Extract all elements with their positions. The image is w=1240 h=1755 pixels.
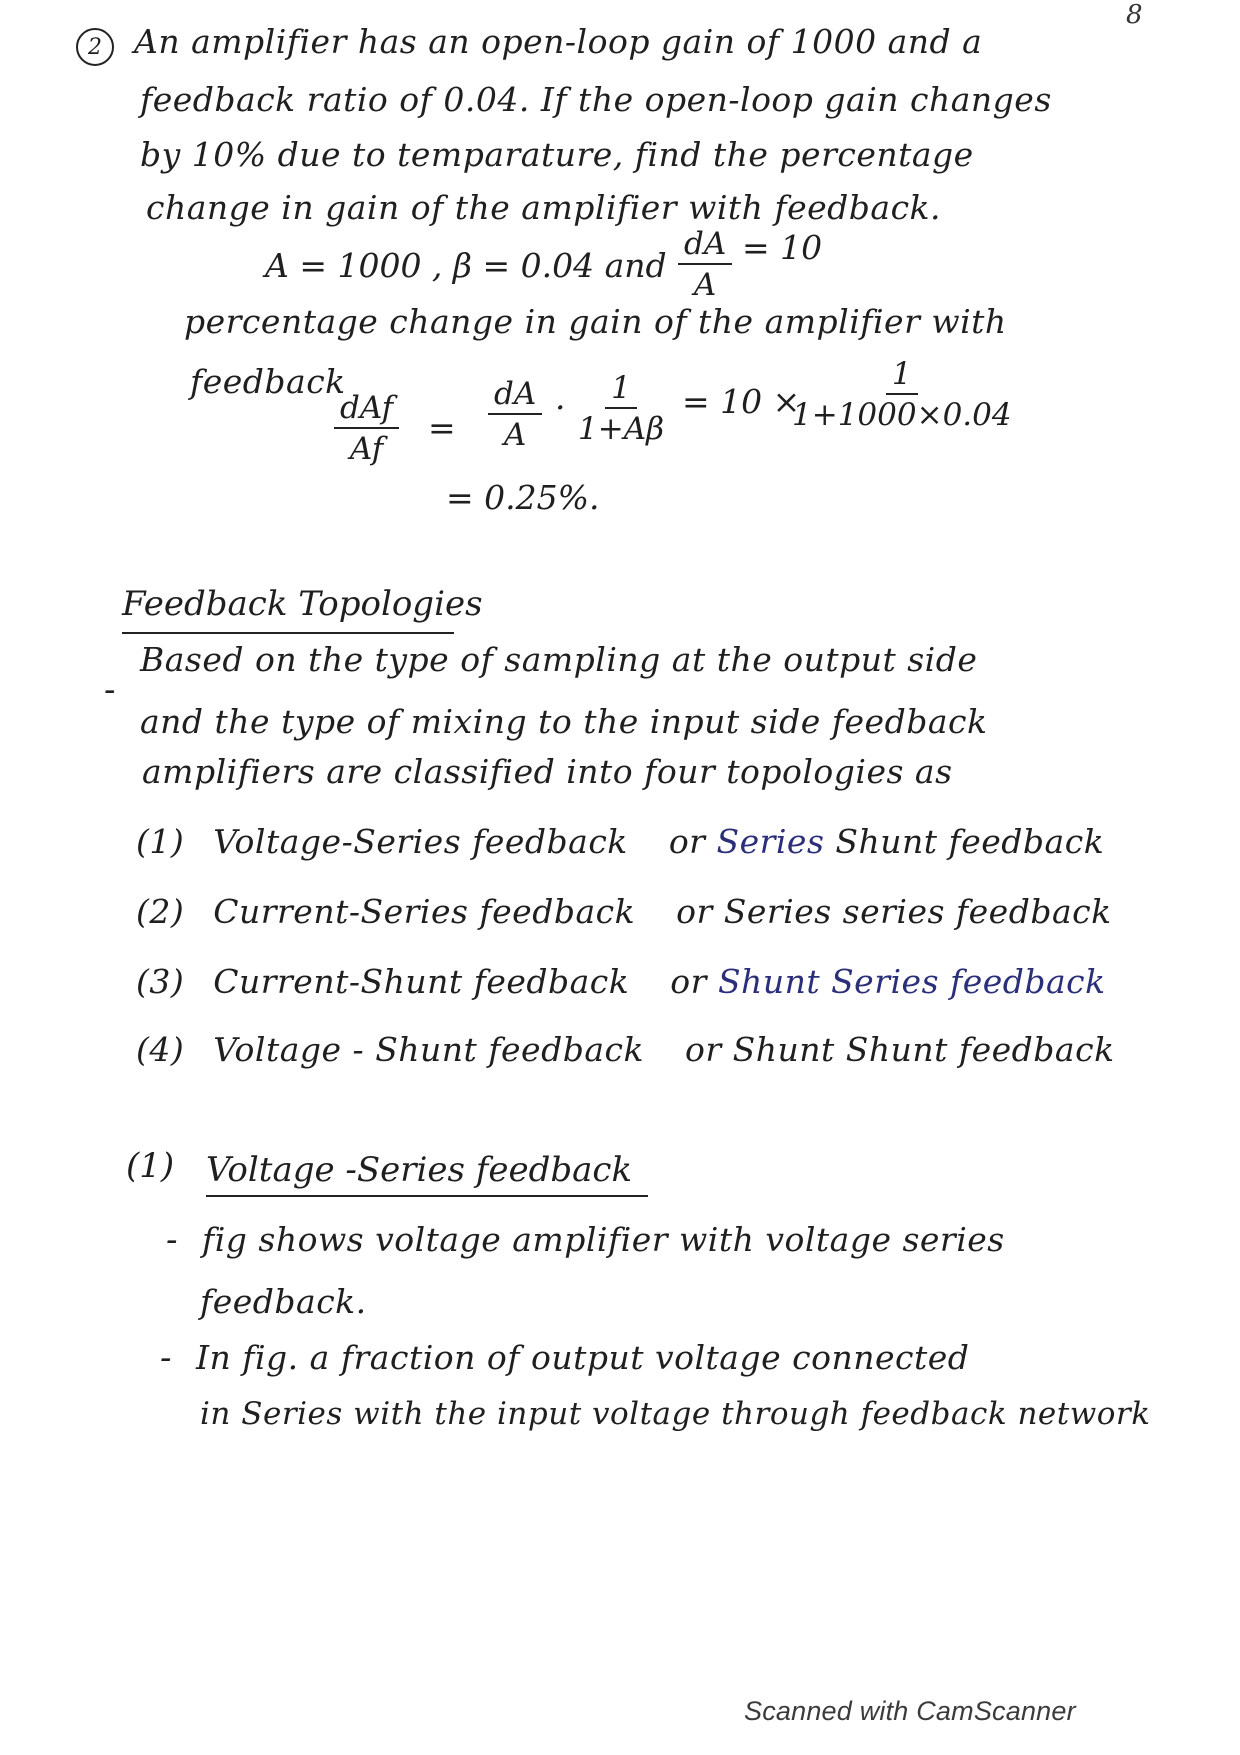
question-number: 2 <box>76 28 114 66</box>
scanner-watermark: Scanned with CamScanner <box>744 1696 1076 1726</box>
topology-item-2-name: Current-Series feedback <box>213 892 636 931</box>
given-value: = 10 <box>742 228 823 267</box>
topology-item-3-or: or <box>670 962 707 1001</box>
point-1-line-1: fig shows voltage amplifier with voltage series <box>202 1220 1005 1259</box>
formula-rhs3-numerator: 1 <box>886 358 918 395</box>
topologies-intro-line-2: and the type of mixing to the input side feedback <box>140 702 988 741</box>
formula-rhs3-denominator: 1+1000×0.04 <box>792 396 1012 433</box>
topologies-intro-line-3: amplifiers are classified into four topologies as <box>142 752 953 791</box>
formula-equals-1: = <box>428 408 456 447</box>
section-heading: Voltage -Series feedback <box>206 1150 633 1190</box>
topology-item-4-num: (4) <box>136 1030 185 1069</box>
point-2-line-2: in Series with the input voltage through feedback network <box>200 1396 1151 1432</box>
given-fraction <box>678 228 732 301</box>
topology-item-1 <box>136 822 1104 861</box>
topology-item-1-or: or <box>668 822 706 861</box>
topology-item-1-alt-colored: Series <box>716 822 825 861</box>
topology-item-2-num: (2) <box>136 892 185 931</box>
topologies-intro-line-1: Based on the type of sampling at the output side <box>140 640 978 679</box>
formula-rhs2-fraction <box>578 372 664 445</box>
topologies-bullet: - <box>104 670 116 710</box>
formula-rhs2-denominator: 1+Aβ <box>578 410 665 447</box>
topology-item-2-alt: Series series feedback <box>723 892 1112 931</box>
topology-item-1-num: (1) <box>136 822 185 861</box>
point-1-dash: - <box>166 1220 178 1260</box>
formula-lhs-denominator: Af <box>349 430 384 467</box>
topology-item-2-or: or <box>676 892 713 931</box>
formula-rhs1-fraction <box>488 378 542 451</box>
topology-item-4-or: or <box>685 1030 722 1069</box>
question-line-2: feedback ratio of 0.04. If the open-loop gain changes <box>140 80 1052 119</box>
section-number: (1) <box>126 1146 175 1186</box>
solution-text-line-2: feedback <box>190 362 346 401</box>
topology-item-1-alt: Shunt feedback <box>835 822 1105 861</box>
topology-item-3-num: (3) <box>136 962 185 1001</box>
topology-item-2 <box>136 892 1112 931</box>
section-heading-underline <box>206 1195 648 1197</box>
question-line-4: change in gain of the amplifier with feedback. <box>146 188 942 227</box>
question-line-1: An amplifier has an open-loop gain of 1000 and a <box>134 22 983 61</box>
formula-lhs-numerator: dAf <box>334 392 399 429</box>
topology-item-3-name: Current-Shunt feedback <box>213 962 630 1001</box>
topologies-heading-underline <box>122 632 454 634</box>
point-1-line-2: feedback. <box>200 1282 367 1321</box>
topology-item-1-name: Voltage-Series feedback <box>213 822 628 861</box>
point-2-dash: - <box>160 1338 172 1378</box>
topology-item-4-alt: Shunt Shunt feedback <box>732 1030 1115 1069</box>
topologies-heading: Feedback Topologies <box>122 584 483 624</box>
topology-item-4 <box>136 1030 1115 1069</box>
formula-rhs3-fraction <box>792 358 1012 431</box>
page-marker: 8 <box>1126 0 1143 30</box>
formula-rhs2-numerator: 1 <box>605 372 637 409</box>
given-values: A = 1000 , β = 0.04 and <box>265 246 667 285</box>
topology-item-3-alt: Shunt Series feedback <box>717 962 1106 1001</box>
question-line-3: by 10% due to temparature, find the percentage <box>140 135 974 174</box>
given-fraction-denominator: A <box>693 266 717 303</box>
topology-item-4-name: Voltage - Shunt feedback <box>213 1030 644 1069</box>
given-fraction-numerator: dA <box>678 228 732 265</box>
topology-item-3 <box>136 962 1106 1001</box>
formula-lhs-fraction <box>334 392 399 465</box>
formula-multiply-dot: · <box>555 388 566 427</box>
formula-equals-2: = 10 × <box>682 382 801 421</box>
solution-text-line-1: percentage change in gain of the amplifier with <box>184 302 1007 341</box>
formula-rhs1-numerator: dA <box>488 378 542 415</box>
point-2-line-1: In fig. a fraction of output voltage connected <box>196 1338 970 1377</box>
formula-rhs1-denominator: A <box>503 416 527 453</box>
formula-result: = 0.25%. <box>446 478 600 517</box>
